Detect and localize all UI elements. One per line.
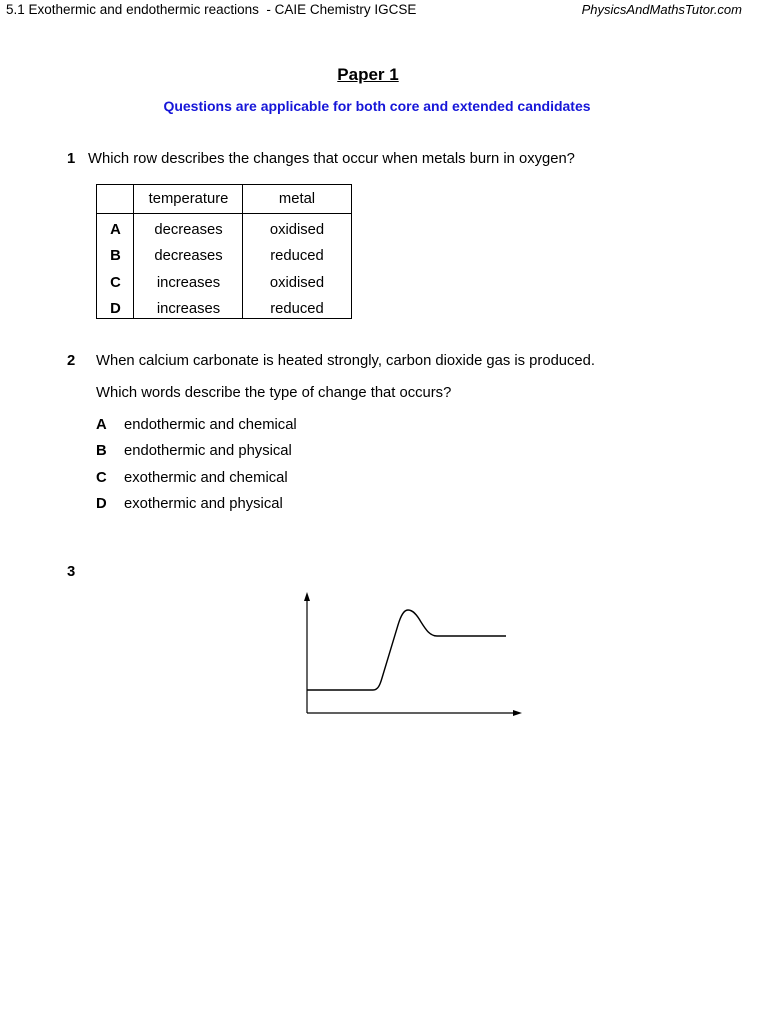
question-number: 2 (67, 353, 76, 369)
answer-options (96, 412, 297, 518)
metal-cell: oxidised (269, 222, 325, 238)
header-topic-title: 5.1 Exothermic and endothermic reactions - CAIE Chemistry IGCSE (6, 2, 417, 17)
answer-option (96, 491, 297, 517)
metal-cell: reduced (270, 301, 324, 318)
table-header-metal: metal (278, 191, 316, 207)
answer-table (96, 184, 352, 319)
candidates-notice: Questions are applicable for both core and extended candidates (163, 98, 591, 114)
question-text: Which row describes the changes that occur when metals burn in oxygen? (88, 151, 575, 167)
option-letter: C (96, 469, 107, 486)
answer-option (96, 412, 297, 438)
table-header-temperature: temperature (148, 191, 229, 207)
energy-profile-diagram (290, 585, 530, 725)
x-axis-arrowhead (513, 710, 522, 716)
option-text: exothermic and chemical (124, 469, 288, 486)
table-row (97, 243, 351, 269)
question-number: 3 (67, 564, 76, 580)
table-header-blank-cell (97, 185, 134, 213)
temperature-cell: increases (156, 301, 221, 318)
option-text: exothermic and physical (124, 496, 283, 513)
temperature-cell: decreases (154, 248, 223, 265)
table-column-divider (133, 185, 134, 318)
table-body (97, 214, 351, 323)
question-text: Which words describe the type of change that occurs? (96, 385, 452, 401)
option-letter: B (96, 443, 107, 460)
table-row (97, 296, 351, 322)
temperature-cell: increases (156, 274, 221, 291)
answer-option (96, 438, 297, 464)
table-row (97, 270, 351, 296)
option-letter: A (96, 417, 107, 433)
y-axis-arrowhead (304, 592, 310, 601)
row-letter: B (110, 248, 121, 265)
answer-option (96, 465, 297, 491)
paper-title: Paper 1 (337, 65, 399, 84)
table-header-row (97, 185, 351, 214)
question-stem: When calcium carbonate is heated strongly, carbon dioxide gas is produced. (96, 353, 595, 369)
header-site-name: PhysicsAndMathsTutor.com (581, 2, 742, 17)
metal-cell: reduced (270, 248, 324, 265)
temperature-cell: decreases (154, 222, 223, 238)
row-letter: D (110, 301, 121, 318)
option-text: endothermic and chemical (124, 417, 297, 433)
question-number: 1 (67, 151, 76, 167)
table-row (97, 217, 351, 243)
option-letter: D (96, 496, 107, 513)
row-letter: A (110, 222, 121, 238)
row-letter: C (110, 274, 121, 291)
metal-cell: oxidised (269, 274, 325, 291)
table-column-divider (242, 185, 243, 318)
energy-profile-curve (307, 610, 506, 690)
option-text: endothermic and physical (124, 443, 292, 460)
